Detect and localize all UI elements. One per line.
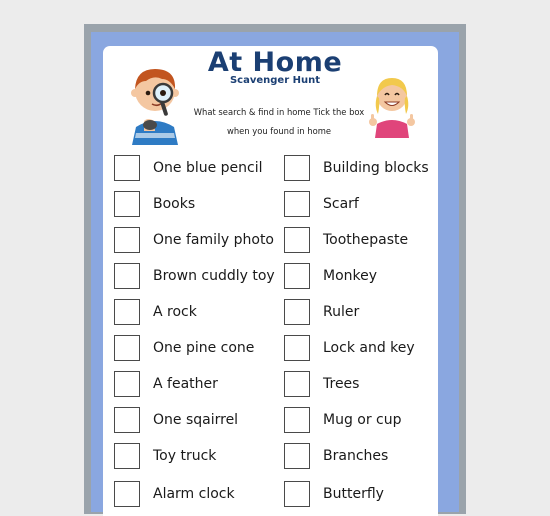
checkbox[interactable] — [284, 407, 310, 433]
checkbox[interactable] — [284, 155, 310, 181]
item-label: Brown cuddly toy — [153, 268, 275, 284]
checkbox[interactable] — [284, 335, 310, 361]
item-label: Butterfly — [323, 486, 384, 502]
checkbox[interactable] — [114, 443, 140, 469]
item-label: Lock and key — [323, 340, 415, 356]
item-label: Mug or cup — [323, 412, 402, 428]
checkbox[interactable] — [114, 155, 140, 181]
checklist-item — [114, 330, 275, 366]
right-checklist — [284, 150, 429, 512]
item-label: One pine cone — [153, 340, 255, 356]
instructions-text: What search & find in home Tick the box when you found in home — [193, 107, 365, 136]
item-label: One family photo — [153, 232, 274, 248]
checkbox[interactable] — [114, 481, 140, 507]
checkbox[interactable] — [284, 371, 310, 397]
girl-thumbs-up-icon — [369, 74, 415, 138]
item-label: Toothepaste — [323, 232, 409, 248]
item-label: A rock — [153, 304, 197, 320]
checkbox[interactable] — [114, 371, 140, 397]
checklist-item — [284, 258, 429, 294]
item-label: Books — [153, 196, 196, 212]
item-label: One sqairrel — [153, 412, 239, 428]
checklist-item — [284, 330, 429, 366]
checkbox[interactable] — [114, 263, 140, 289]
checkbox[interactable] — [114, 191, 140, 217]
checklist-item — [284, 366, 429, 402]
checklist-item — [284, 222, 429, 258]
checklist-item — [284, 294, 429, 330]
item-label: Ruler — [323, 304, 360, 320]
checklist-item — [114, 222, 275, 258]
checklist-item — [284, 402, 429, 438]
item-label: Toy truck — [153, 448, 217, 464]
checklist-item — [114, 258, 275, 294]
worksheet-subtitle: Scavenger Hunt — [229, 75, 321, 86]
checklist-item — [114, 438, 275, 474]
item-label: Scarf — [323, 196, 359, 212]
item-label: One blue pencil — [153, 160, 263, 176]
boy-magnifier-icon — [124, 63, 186, 145]
checklist-item — [284, 476, 429, 512]
checklist-item — [284, 150, 429, 186]
checklist-item — [284, 438, 429, 474]
checkbox[interactable] — [284, 481, 310, 507]
checklist-item — [114, 402, 275, 438]
checklist-item — [114, 294, 275, 330]
item-label: A feather — [153, 376, 218, 392]
checkbox[interactable] — [284, 443, 310, 469]
checkbox[interactable] — [114, 227, 140, 253]
checkbox[interactable] — [114, 335, 140, 361]
checkbox[interactable] — [284, 227, 310, 253]
checklist-item — [114, 366, 275, 402]
checklist-item — [114, 186, 275, 222]
checkbox[interactable] — [284, 191, 310, 217]
item-label: Branches — [323, 448, 389, 464]
checklist-item — [114, 476, 275, 512]
checkbox[interactable] — [114, 299, 140, 325]
checkbox[interactable] — [284, 299, 310, 325]
checklist-item — [114, 150, 275, 186]
checkbox[interactable] — [114, 407, 140, 433]
item-label: Building blocks — [323, 160, 429, 176]
item-label: Trees — [323, 376, 360, 392]
worksheet-title: At Home — [207, 47, 343, 78]
checklist-item — [284, 186, 429, 222]
left-checklist — [114, 150, 275, 512]
checkbox[interactable] — [284, 263, 310, 289]
item-label: Monkey — [323, 268, 378, 284]
item-label: Alarm clock — [153, 486, 235, 502]
